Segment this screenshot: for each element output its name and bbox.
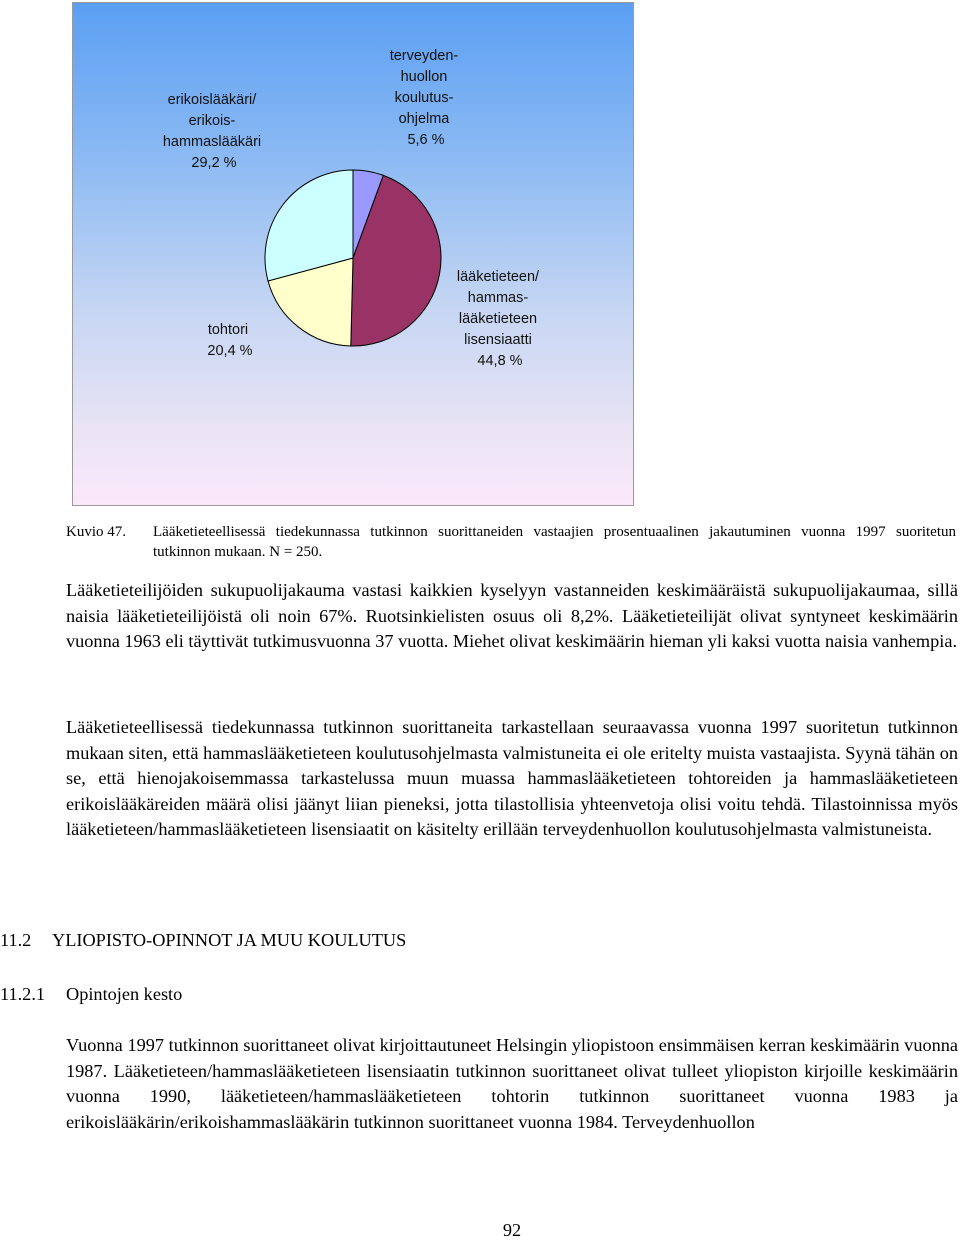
label-erikois: erikoislääkäri/ erikois- hammaslääkäri 29,2 % <box>162 92 262 171</box>
paragraph-gender-distribution: Lääketieteilijöiden sukupuolijakauma vastasi kaikkien kyselyyn vastanneiden keskimääräistä sukupuolijakaumaa, sillä naisia lääketieteilijöistä oli noin 67%. Ruotsinkielisten osuus oli 8,2%. Lääketieteilijät olivat syntyneet keskimäärin vuonna 1963 eli täyttivät tutkimusvuonna 37 vuotta. Miehet olivat keskimäärin hieman yli kaksi vuotta naisia vanhempia. <box>66 580 958 652</box>
section-heading <box>0 928 406 952</box>
label-terveyden: terveyden- huollon koulutus- ohjelma 5,6 % <box>389 48 459 148</box>
subsection-heading <box>0 982 182 1006</box>
pie-chart-svg <box>73 3 633 505</box>
page-number: 92 <box>502 1220 522 1240</box>
label-tohtori: tohtori 20,4 % <box>207 322 253 359</box>
paragraph-study-duration: Vuonna 1997 tutkinnon suorittaneet olivat kirjoittautuneet Helsingin yliopistoon ensimmäisen kerran keskimäärin vuonna 1987. Lääketieteen/hammaslääketieteen lisensiaatin tutkinnon suorittaneet olivat tulleet yliopiston kirjoille keskimäärin vuonna 1990, lääketieteen/hammaslääketieteen tohtorin tutkinnon suorittaneet vuonna 1983 ja erikoislääkärin/erikoishammaslääkärin tutkinnon suorittaneet vuonna 1984. Terveydenhuollon <box>66 1035 958 1132</box>
section-title: YLIOPISTO-OPINNOT JA MUU KOULUTUS <box>52 930 407 950</box>
pie-chart <box>72 2 634 506</box>
label-laaketieteen: lääketieteen/ hammas- lääketieteen lisensiaatti 44,8 % <box>456 269 540 369</box>
caption-number: Kuvio 47. <box>66 524 126 540</box>
caption-text: Lääketieteellisessä tiedekunnassa tutkinnon suorittaneiden vastaajien prosentuaalinen jakautuminen vuonna 1997 suoritetun tutkinnon mukaan. N = 250. <box>153 524 956 560</box>
subsection-number: 11.2.1 <box>0 984 46 1004</box>
section-number: 11.2 <box>0 930 32 950</box>
paragraph-degree-grouping: Lääketieteellisessä tiedekunnassa tutkinnon suorittaneita tarkastellaan seuraavassa vuonna 1997 suoritetun tutkinnon mukaan siten, että hammaslääketieteen koulutusohjelmasta valmistuneita ei ole eritelty muista vastaajista. Syynä tähän on se, että hienojakoisemmassa tarkastelussa muun muassa hammaslääketieteen tohtoreiden ja hammaslääketieteen erikoislääkäreiden määrä olisi jäänyt liian pieneksi, jotta tilastollisia yhteenvetoja olisi voitu tehdä. Tilastoinnissa myös lääketieteen/hammaslääketieteen lisensiaatit on käsitelty erillään terveydenhuollon koulutusohjelmasta valmistuneista. <box>66 717 958 840</box>
subsection-title: Opintojen kesto <box>66 984 183 1004</box>
